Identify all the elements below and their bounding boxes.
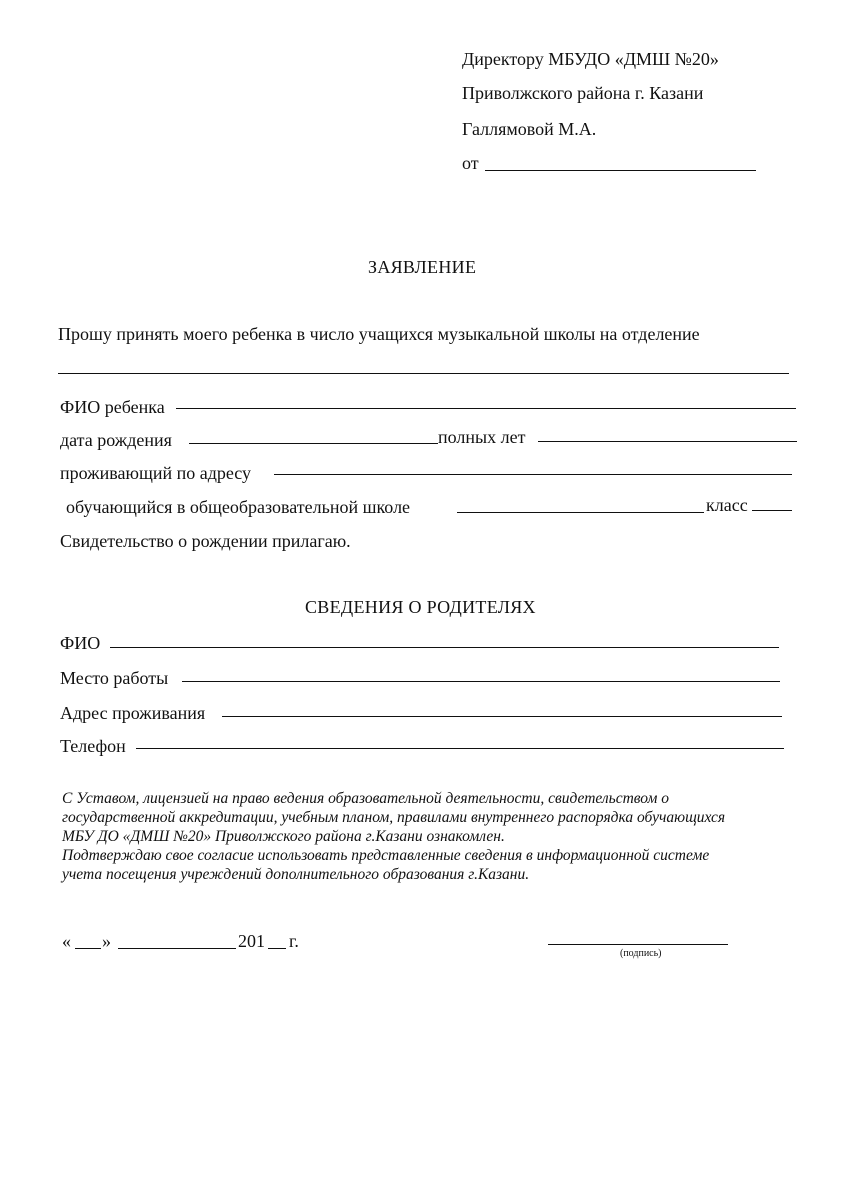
parent-phone-field[interactable] bbox=[136, 748, 784, 749]
child-address-label: проживающий по адресу bbox=[60, 463, 252, 483]
parent-work-field[interactable] bbox=[182, 681, 780, 682]
from-field[interactable] bbox=[485, 170, 756, 171]
birthdate-field[interactable] bbox=[189, 443, 438, 444]
from-label: от bbox=[462, 153, 479, 173]
parent-name-label: ФИО bbox=[60, 633, 101, 653]
age-label: полных лет bbox=[438, 427, 526, 447]
date-year-prefix: 201 bbox=[238, 931, 265, 951]
date-day-field[interactable] bbox=[75, 948, 101, 949]
school-label: обучающийся в общеобразовательной школе bbox=[66, 497, 411, 517]
school-field[interactable] bbox=[457, 512, 704, 513]
addressee-line-1: Директору МБУДО «ДМШ №20» bbox=[462, 49, 719, 69]
date-quote-close: » bbox=[102, 931, 111, 951]
document-title: ЗАЯВЛЕНИЕ bbox=[368, 257, 477, 277]
child-name-field[interactable] bbox=[176, 408, 796, 409]
parents-title: СВЕДЕНИЯ О РОДИТЕЛЯХ bbox=[305, 597, 536, 617]
request-text: Прошу принять моего ребенка в число учащихся музыкальной школы на отделение bbox=[58, 324, 700, 344]
parent-name-field[interactable] bbox=[110, 647, 779, 648]
parent-work-label: Место работы bbox=[60, 668, 169, 688]
parent-phone-label: Телефон bbox=[60, 736, 126, 756]
addressee-line-2: Приволжского района г. Казани bbox=[462, 83, 704, 103]
note-line-1: С Уставом, лицензией на право ведения образовательной деятельности, свидетельством о bbox=[62, 790, 669, 807]
age-field[interactable] bbox=[538, 441, 797, 442]
date-quote-open: « bbox=[62, 931, 71, 951]
addressee-line-3: Галлямовой М.А. bbox=[462, 119, 597, 139]
child-address-field[interactable] bbox=[274, 474, 792, 475]
signature-field[interactable] bbox=[548, 944, 728, 945]
department-field[interactable] bbox=[58, 373, 789, 374]
signature-caption: (подпись) bbox=[620, 948, 662, 959]
class-label: класс bbox=[706, 495, 748, 515]
date-year-field[interactable] bbox=[268, 948, 286, 949]
date-year-suffix: г. bbox=[289, 931, 299, 951]
note-line-5: учета посещения учреждений дополнительного образования г.Казани. bbox=[62, 866, 530, 883]
class-field[interactable] bbox=[752, 510, 792, 511]
date-month-field[interactable] bbox=[118, 948, 236, 949]
note-line-3: МБУ ДО «ДМШ №20» Приволжского района г.Казани ознакомлен. bbox=[62, 828, 505, 845]
note-line-4: Подтверждаю свое согласие использовать представленные сведения в информационной системе bbox=[62, 847, 710, 864]
birthdate-label: дата рождения bbox=[60, 430, 172, 450]
child-name-label: ФИО ребенка bbox=[60, 397, 165, 417]
certificate-text: Свидетельство о рождении прилагаю. bbox=[60, 531, 351, 551]
parent-address-field[interactable] bbox=[222, 716, 782, 717]
parent-address-label: Адрес проживания bbox=[60, 703, 206, 723]
note-line-2: государственной аккредитации, учебным планом, правилами внутреннего распорядка обучающихся bbox=[62, 809, 726, 826]
